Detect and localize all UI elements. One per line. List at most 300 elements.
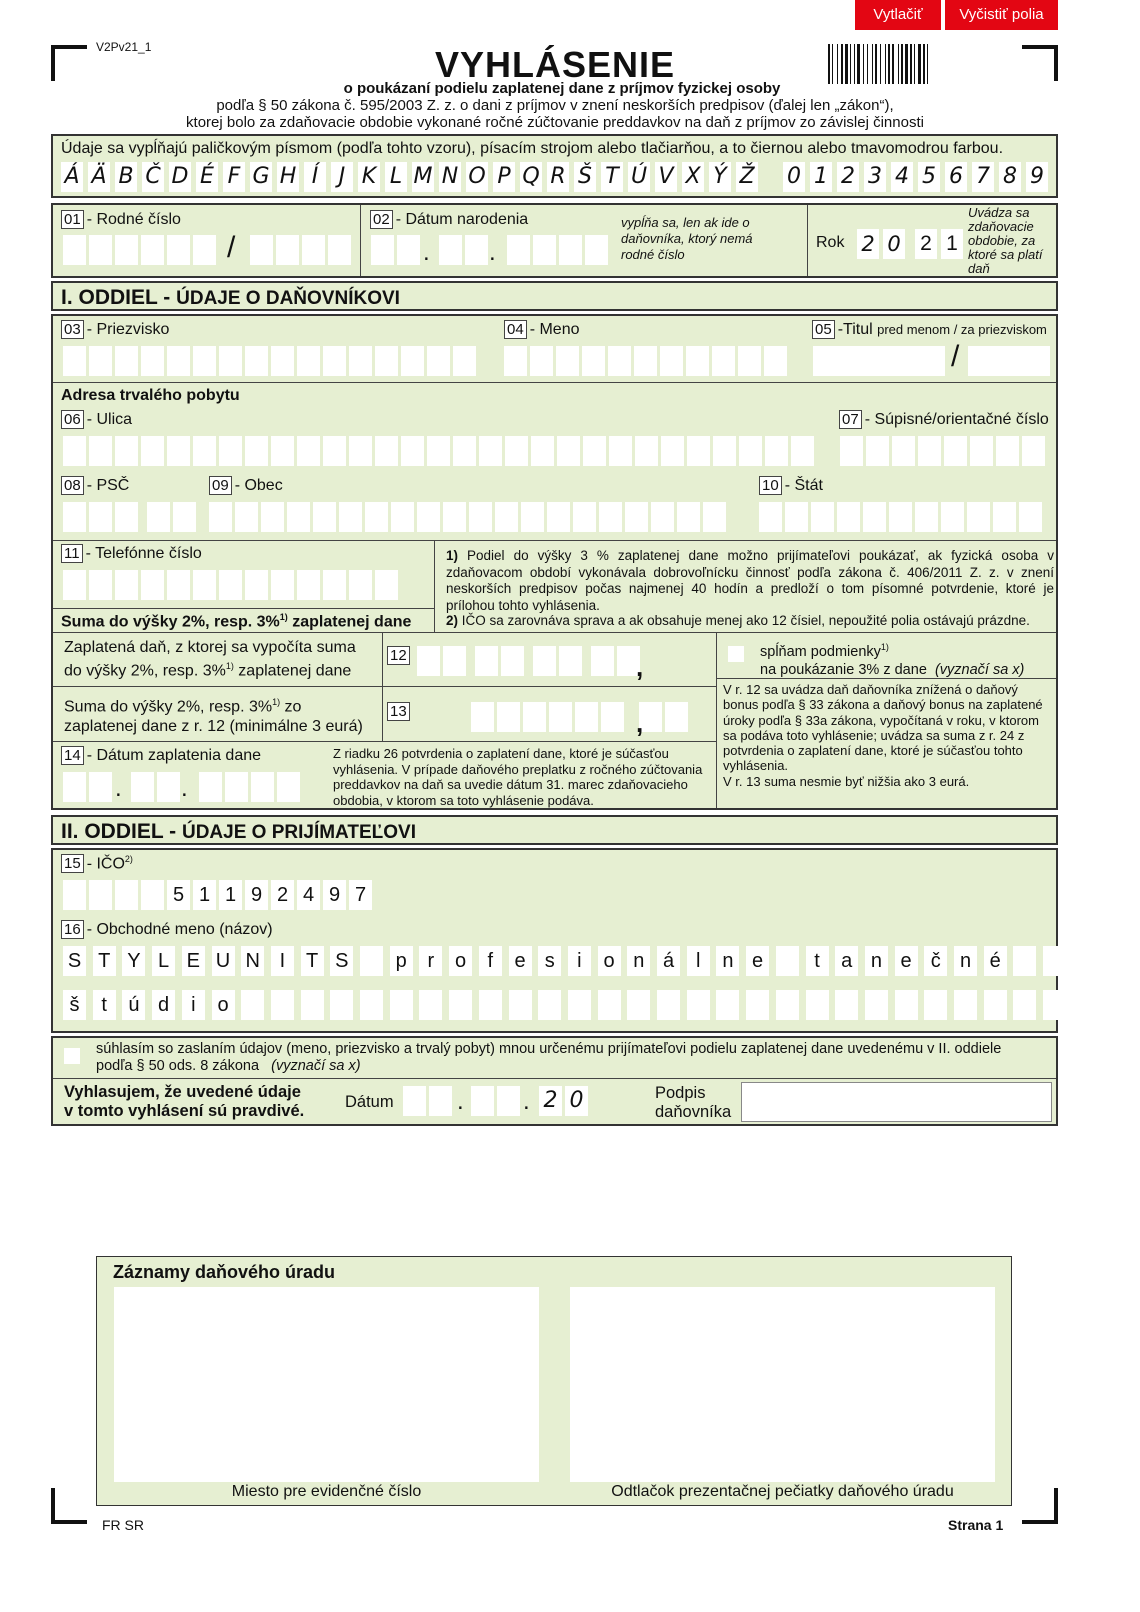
paid-tax-cell[interactable] (417, 646, 440, 676)
business-name-cell[interactable] (598, 990, 621, 1020)
birth-date-cell[interactable] (397, 235, 420, 265)
sum-cell[interactable] (575, 702, 598, 732)
city-cell[interactable] (651, 502, 674, 532)
phone-cell[interactable] (323, 570, 346, 600)
street-cell[interactable] (791, 436, 814, 466)
business-name-cell[interactable] (1013, 990, 1036, 1020)
phone-cell[interactable] (375, 570, 398, 600)
house-number-cell[interactable] (840, 436, 863, 466)
sample-letter: F (223, 162, 245, 192)
street-cell[interactable] (427, 436, 450, 466)
office-stamp-caption: Odtlačok prezentačnej pečiatky daňového úradu (611, 1483, 954, 1500)
sum-cell[interactable] (549, 702, 572, 732)
declaration-date-cell[interactable] (403, 1086, 426, 1116)
phone-cell[interactable] (297, 570, 320, 600)
print-button[interactable]: Vytlačiť (855, 0, 941, 30)
business-name-cell[interactable] (865, 990, 888, 1020)
street-cell[interactable] (505, 436, 528, 466)
payment-date-cell[interactable] (63, 772, 86, 802)
payment-date-cell[interactable] (131, 772, 154, 802)
first-name-cell[interactable] (608, 346, 631, 376)
business-name-cell[interactable] (568, 990, 591, 1020)
birth-date-cell[interactable] (371, 235, 394, 265)
street-cell[interactable] (557, 436, 580, 466)
paid-tax-cell[interactable] (591, 646, 614, 676)
birth-number-cell[interactable] (141, 235, 164, 265)
city-cell[interactable] (677, 502, 700, 532)
birth-date-cell[interactable] (465, 235, 488, 265)
business-name-cell[interactable] (509, 990, 532, 1020)
declaration-date-cell[interactable] (497, 1086, 520, 1116)
business-name-cell[interactable] (984, 990, 1007, 1020)
business-name-cell[interactable] (687, 990, 710, 1020)
sample-digit: 7 (972, 162, 994, 192)
country-cell[interactable] (837, 502, 860, 532)
declaration-date-cell[interactable] (429, 1086, 452, 1116)
business-name-cell[interactable] (449, 990, 472, 1020)
postal-code-cell[interactable] (89, 502, 112, 532)
street-cell[interactable] (765, 436, 788, 466)
business-name-cell[interactable]: r (419, 946, 442, 976)
country-cell[interactable] (759, 502, 782, 532)
ico-digit-cell[interactable] (115, 880, 138, 910)
condition-label: spĺňam podmienky$^{1)}$ na poukázanie 3% z dane (vyznačí sa x) (760, 642, 1025, 678)
business-name-cell[interactable]: n (954, 946, 977, 976)
ico-digit-cell[interactable]: 2 (271, 880, 294, 910)
title-before-input[interactable] (813, 346, 945, 376)
sample-letter: D (169, 162, 191, 192)
sample-letter: Ú (628, 162, 650, 192)
surname-cell[interactable] (427, 346, 450, 376)
country-cell[interactable] (811, 502, 834, 532)
sample-digit: 1 (810, 162, 832, 192)
clear-fields-button[interactable]: Vyčistiť polia (945, 0, 1058, 30)
date-separator: . (115, 775, 122, 802)
first-name-cell[interactable] (556, 346, 579, 376)
law-line-2: ktorej bolo za zdaňovacie obdobie vykonané ročné zúčtovanie preddavkov na daň z príjmov zo závislej činnosti (186, 114, 924, 131)
ico-digit-cell[interactable]: 1 (193, 880, 216, 910)
registration-number-caption: Miesto pre evidenčné číslo (231, 1483, 422, 1500)
year-digit-cell[interactable]: 1 (941, 229, 963, 259)
payment-date-cell[interactable] (199, 772, 222, 802)
street-cell[interactable] (245, 436, 268, 466)
house-number-cell[interactable] (944, 436, 967, 466)
business-name-cell[interactable]: o (449, 946, 472, 976)
business-name-cell[interactable]: é (984, 946, 1007, 976)
business-name-cell[interactable]: p (390, 946, 413, 976)
street-cell[interactable] (453, 436, 476, 466)
year-label: Rok (816, 234, 845, 251)
business-name-cell[interactable] (895, 990, 918, 1020)
date-separator: . (523, 1088, 530, 1115)
business-name-cell[interactable]: i (182, 990, 205, 1020)
phone-cell[interactable] (63, 570, 86, 600)
city-cell[interactable] (521, 502, 544, 532)
section-2-panel (51, 848, 1058, 1033)
surname-cell[interactable] (401, 346, 424, 376)
business-name-cell[interactable] (360, 990, 383, 1020)
business-name-cell[interactable]: ú (122, 990, 145, 1020)
year-digit-cell[interactable]: 2 (915, 229, 937, 259)
city-cell[interactable] (469, 502, 492, 532)
city-cell[interactable] (287, 502, 310, 532)
signature-label: Podpis daňovníka (655, 1084, 732, 1121)
business-name-cell[interactable] (657, 990, 680, 1020)
decimal-comma: , (636, 708, 644, 738)
business-name-cell[interactable]: e (895, 946, 918, 976)
condition-checkbox[interactable] (728, 646, 744, 662)
payment-date-cell[interactable] (277, 772, 300, 802)
section-2-title: II. ODDIEL - ÚDAJE O PRIJÍMATEĽOVI (61, 820, 416, 843)
sample-letter: Ä (88, 162, 110, 192)
country-cell[interactable] (863, 502, 886, 532)
business-name-cell[interactable]: L (152, 946, 175, 976)
field-05-label: 05 -Titul pred menom / za priezviskom (812, 320, 1047, 339)
country-cell[interactable] (785, 502, 808, 532)
business-name-cell[interactable]: T (93, 946, 116, 976)
business-name-cell[interactable]: š (63, 990, 86, 1020)
paid-tax-cell[interactable] (533, 646, 556, 676)
business-name-cell[interactable] (479, 990, 502, 1020)
street-cell[interactable] (531, 436, 554, 466)
business-name-cell[interactable]: l (687, 946, 710, 976)
business-name-cell[interactable] (776, 990, 799, 1020)
country-cell[interactable] (941, 502, 964, 532)
business-name-cell[interactable]: t (806, 946, 829, 976)
street-cell[interactable] (713, 436, 736, 466)
sample-digit: 4 (891, 162, 913, 192)
business-name-cell[interactable]: Y (122, 946, 145, 976)
street-cell[interactable] (609, 436, 632, 466)
birth-number-cell[interactable] (63, 235, 86, 265)
title-after-input[interactable] (968, 346, 1050, 376)
business-name-cell[interactable] (360, 946, 383, 976)
street-cell[interactable] (401, 436, 424, 466)
business-name-cell[interactable]: o (212, 990, 235, 1020)
sample-letter: Ý (709, 162, 731, 192)
declaration-date-cell[interactable] (471, 1086, 494, 1116)
phone-cell[interactable] (167, 570, 190, 600)
surname-cell[interactable] (193, 346, 216, 376)
first-name-cell[interactable] (530, 346, 553, 376)
form-code: V2Pv21_1 (96, 40, 152, 54)
sum-cell[interactable] (497, 702, 520, 732)
business-name-cell[interactable]: E (182, 946, 205, 976)
street-cell[interactable] (271, 436, 294, 466)
city-cell[interactable] (365, 502, 388, 532)
business-name-cell[interactable]: n (865, 946, 888, 976)
street-cell[interactable] (687, 436, 710, 466)
first-name-cell[interactable] (582, 346, 605, 376)
business-name-cell[interactable]: n (716, 946, 739, 976)
business-name-cell[interactable] (954, 990, 977, 1020)
house-number-cell[interactable] (970, 436, 993, 466)
street-cell[interactable] (635, 436, 658, 466)
street-cell[interactable] (219, 436, 242, 466)
payment-date-cell[interactable] (157, 772, 180, 802)
city-cell[interactable] (261, 502, 284, 532)
city-cell[interactable] (625, 502, 648, 532)
street-cell[interactable] (167, 436, 190, 466)
business-name-cell[interactable] (1043, 946, 1066, 976)
birth-date-cell[interactable] (439, 235, 462, 265)
consent-checkbox[interactable] (64, 1048, 80, 1064)
field-08-label: 08 - PSČ (61, 476, 129, 495)
sample-letter: R (547, 162, 569, 192)
business-name-cell[interactable]: á (657, 946, 680, 976)
ico-digit-cell[interactable]: 7 (349, 880, 372, 910)
payment-date-cell[interactable] (251, 772, 274, 802)
ico-digit-cell[interactable] (89, 880, 112, 910)
ico-digit-cell[interactable]: 9 (245, 880, 268, 910)
date-separator: . (423, 239, 430, 266)
surname-cell[interactable] (323, 346, 346, 376)
city-cell[interactable] (235, 502, 258, 532)
signature-field[interactable] (741, 1082, 1052, 1122)
ico-digit-cell[interactable] (141, 880, 164, 910)
business-name-cell[interactable]: e (746, 946, 769, 976)
paid-tax-cell[interactable] (443, 646, 466, 676)
business-name-cell[interactable] (716, 990, 739, 1020)
section-1-header (51, 281, 1058, 311)
business-name-cell[interactable]: n (627, 946, 650, 976)
r12-note: V r. 12 sa uvádza daň daňovníka znížená o daňový bonus podľa § 33 zákona a daňový bonus na zaplatené úroky podľa § 33a zákona, vypočítaná v roku, v ktorom sa podáva toto vyhlásenie; uvádza sa suma z r. 24 z potvrdenia o zaplatení dane, ktoré je súčasťou tohto vyhlásenia. V r. 13 suma nesmie byť nižšia ako 3 eurá. (723, 682, 1043, 789)
business-name-cell[interactable] (538, 990, 561, 1020)
first-name-cell[interactable] (712, 346, 735, 376)
year-note: Uvádza sa zdaňovacie obdobie, za ktoré sa platí daň (968, 205, 1043, 276)
business-name-cell[interactable] (1043, 990, 1066, 1020)
business-name-cell[interactable]: f (479, 946, 502, 976)
paid-tax-cell[interactable] (475, 646, 498, 676)
field-12-label: 12 (387, 646, 413, 665)
street-cell[interactable] (375, 436, 398, 466)
ico-digit-cell[interactable]: 5 (167, 880, 190, 910)
street-cell[interactable] (661, 436, 684, 466)
first-name-cell[interactable] (504, 346, 527, 376)
street-cell[interactable] (115, 436, 138, 466)
year-digit-cell[interactable]: 0 (883, 229, 905, 259)
business-name-cell[interactable]: S (63, 946, 86, 976)
business-name-cell[interactable]: d (152, 990, 175, 1020)
business-name-cell[interactable]: s (538, 946, 561, 976)
birth-date-cell[interactable] (533, 235, 556, 265)
birth-date-cell[interactable] (507, 235, 530, 265)
city-cell[interactable] (417, 502, 440, 532)
first-name-cell[interactable] (686, 346, 709, 376)
business-name-cell[interactable] (390, 990, 413, 1020)
birth-number-cell[interactable] (276, 235, 299, 265)
corner-mark (1022, 1488, 1058, 1524)
business-name-cell[interactable] (746, 990, 769, 1020)
surname-cell[interactable] (115, 346, 138, 376)
country-cell[interactable] (967, 502, 990, 532)
sample-digit: 3 (864, 162, 886, 192)
business-name-cell[interactable]: i (568, 946, 591, 976)
business-name-cell[interactable]: t (93, 990, 116, 1020)
phone-cell[interactable] (349, 570, 372, 600)
field-14-note: Z riadku 26 potvrdenia o zaplatení dane, ktoré je súčasťou vyhlásenia. V prípade daňového preplatku z ročného zúčtovania preddavkov na daň sa uvedie dátum 31. marec zdaňovacieho obdobia, v ktorom sa toto vyhlásenie podáva. (333, 746, 703, 808)
house-number-cell[interactable] (996, 436, 1019, 466)
business-name-cell[interactable] (776, 946, 799, 976)
business-name-cell[interactable] (330, 990, 353, 1020)
birth-number-cell[interactable] (193, 235, 216, 265)
birth-number-cell[interactable] (328, 235, 351, 265)
street-cell[interactable] (583, 436, 606, 466)
city-cell[interactable] (313, 502, 336, 532)
office-stamp-area (570, 1287, 995, 1482)
footer-org: FR SR (102, 1517, 144, 1533)
field-16-label: 16 - Obchodné meno (názov) (61, 920, 273, 939)
declaration-date-cell[interactable]: 2 (539, 1086, 562, 1116)
birth-date-cell[interactable] (585, 235, 608, 265)
business-name-cell[interactable]: S (330, 946, 353, 976)
business-name-cell[interactable] (241, 990, 264, 1020)
business-name-cell[interactable] (924, 990, 947, 1020)
house-number-cell[interactable] (918, 436, 941, 466)
country-cell[interactable] (915, 502, 938, 532)
first-name-cell[interactable] (764, 346, 787, 376)
birth-number-cell[interactable] (167, 235, 190, 265)
business-name-cell[interactable] (419, 990, 442, 1020)
city-cell[interactable] (495, 502, 518, 532)
city-cell[interactable] (391, 502, 414, 532)
surname-cell[interactable] (219, 346, 242, 376)
street-cell[interactable] (323, 436, 346, 466)
surname-cell[interactable] (89, 346, 112, 376)
sample-digit: 5 (918, 162, 940, 192)
street-cell[interactable] (89, 436, 112, 466)
business-name-cell[interactable]: o (598, 946, 621, 976)
business-name-cell[interactable]: U (212, 946, 235, 976)
phone-cell[interactable] (115, 570, 138, 600)
birth-number-cell[interactable] (89, 235, 112, 265)
first-name-cell[interactable] (634, 346, 657, 376)
birth-number-cell[interactable] (115, 235, 138, 265)
sample-letter: P (493, 162, 515, 192)
surname-cell[interactable] (349, 346, 372, 376)
surname-cell[interactable] (453, 346, 476, 376)
house-number-cell[interactable] (1022, 436, 1045, 466)
first-name-cell[interactable] (660, 346, 683, 376)
city-cell[interactable] (339, 502, 362, 532)
sum-cell[interactable] (665, 702, 688, 732)
business-name-cell[interactable] (1013, 946, 1036, 976)
birth-number-cell[interactable] (250, 235, 273, 265)
sum-cell[interactable] (523, 702, 546, 732)
declaration-date-cell[interactable]: 0 (565, 1086, 588, 1116)
sample-digit: 0 (783, 162, 805, 192)
postal-code-cell[interactable] (173, 502, 196, 532)
first-name-cell[interactable] (738, 346, 761, 376)
phone-cell[interactable] (89, 570, 112, 600)
business-name-cell[interactable] (627, 990, 650, 1020)
slash: / (227, 231, 236, 264)
ico-digit-cell[interactable]: 1 (219, 880, 242, 910)
sum-cell[interactable] (601, 702, 624, 732)
business-name-cell[interactable]: T (301, 946, 324, 976)
surname-cell[interactable] (245, 346, 268, 376)
surname-cell[interactable] (141, 346, 164, 376)
sample-digit: 6 (945, 162, 967, 192)
postal-code-cell[interactable] (115, 502, 138, 532)
birth-date-cell[interactable] (559, 235, 582, 265)
phone-cell[interactable] (245, 570, 268, 600)
street-cell[interactable] (479, 436, 502, 466)
business-name-cell[interactable] (271, 990, 294, 1020)
surname-cell[interactable] (271, 346, 294, 376)
page-title: VYHLÁSENIE (434, 44, 676, 85)
sum-cell[interactable] (471, 702, 494, 732)
country-cell[interactable] (1019, 502, 1042, 532)
street-cell[interactable] (297, 436, 320, 466)
paid-tax-cell[interactable] (501, 646, 524, 676)
section-1-title: I. ODDIEL - ÚDAJE O DAŇOVNÍKOVI (61, 286, 400, 309)
date-label: Dátum (345, 1093, 394, 1111)
postal-code-cell[interactable] (147, 502, 170, 532)
street-cell[interactable] (63, 436, 86, 466)
business-name-cell[interactable]: N (241, 946, 264, 976)
business-name-cell[interactable]: I (271, 946, 294, 976)
birth-number-cell[interactable] (302, 235, 325, 265)
country-cell[interactable] (889, 502, 912, 532)
city-cell[interactable] (547, 502, 570, 532)
field-01-label: 01 - Rodné číslo (61, 210, 181, 229)
sum-label: Suma do výšky 2%, resp. 3%$^{1)}$ zo zaplatenej dane z r. 12 (minimálne 3 eurá) (64, 697, 363, 736)
business-name-cell[interactable]: e (509, 946, 532, 976)
street-cell[interactable] (739, 436, 762, 466)
business-name-cell[interactable] (301, 990, 324, 1020)
surname-cell[interactable] (167, 346, 190, 376)
payment-date-cell[interactable] (225, 772, 248, 802)
year-digit-cell[interactable]: 2 (857, 229, 879, 259)
surname-cell[interactable] (63, 346, 86, 376)
section-1-panel (51, 314, 1058, 810)
phone-cell[interactable] (271, 570, 294, 600)
city-cell[interactable] (573, 502, 596, 532)
payment-date-cell[interactable] (89, 772, 112, 802)
city-cell[interactable] (599, 502, 622, 532)
city-cell[interactable] (703, 502, 726, 532)
ico-digit-cell[interactable]: 9 (323, 880, 346, 910)
postal-code-cell[interactable] (63, 502, 86, 532)
office-records-title: Záznamy daňového úradu (113, 1262, 336, 1282)
slash: / (951, 340, 960, 373)
office-records-panel (96, 1256, 1012, 1506)
house-number-cell[interactable] (892, 436, 915, 466)
phone-cell[interactable] (219, 570, 242, 600)
business-name-cell[interactable] (806, 990, 829, 1020)
street-cell[interactable] (141, 436, 164, 466)
phone-cell[interactable] (141, 570, 164, 600)
business-name-cell[interactable]: a (835, 946, 858, 976)
phone-cell[interactable] (193, 570, 216, 600)
ico-digit-cell[interactable]: 4 (297, 880, 320, 910)
street-cell[interactable] (349, 436, 372, 466)
sample-digit: 8 (999, 162, 1021, 192)
business-name-cell[interactable]: č (924, 946, 947, 976)
ico-digit-cell[interactable] (63, 880, 86, 910)
paid-tax-cell[interactable] (559, 646, 582, 676)
street-cell[interactable] (193, 436, 216, 466)
footnote-1: 1) Podiel do výšky 3 % zaplatenej dane možno prijímateľovi poukázať, ak fyzická osoba v zdaňovacom období vykonávala dobrovoľnícku činnosť podľa zákona č. 406/2011 Z. z. v znení neskorších predpisov počas najmenej 40 hodín a predloží o tom písomné potvrdenie, ktoré je prílohou tohto vyhlásenia. (446, 548, 1054, 613)
surname-cell[interactable] (297, 346, 320, 376)
house-number-cell[interactable] (866, 436, 889, 466)
city-cell[interactable] (209, 502, 232, 532)
surname-cell[interactable] (375, 346, 398, 376)
business-name-cell[interactable] (835, 990, 858, 1020)
city-cell[interactable] (443, 502, 466, 532)
country-cell[interactable] (993, 502, 1016, 532)
